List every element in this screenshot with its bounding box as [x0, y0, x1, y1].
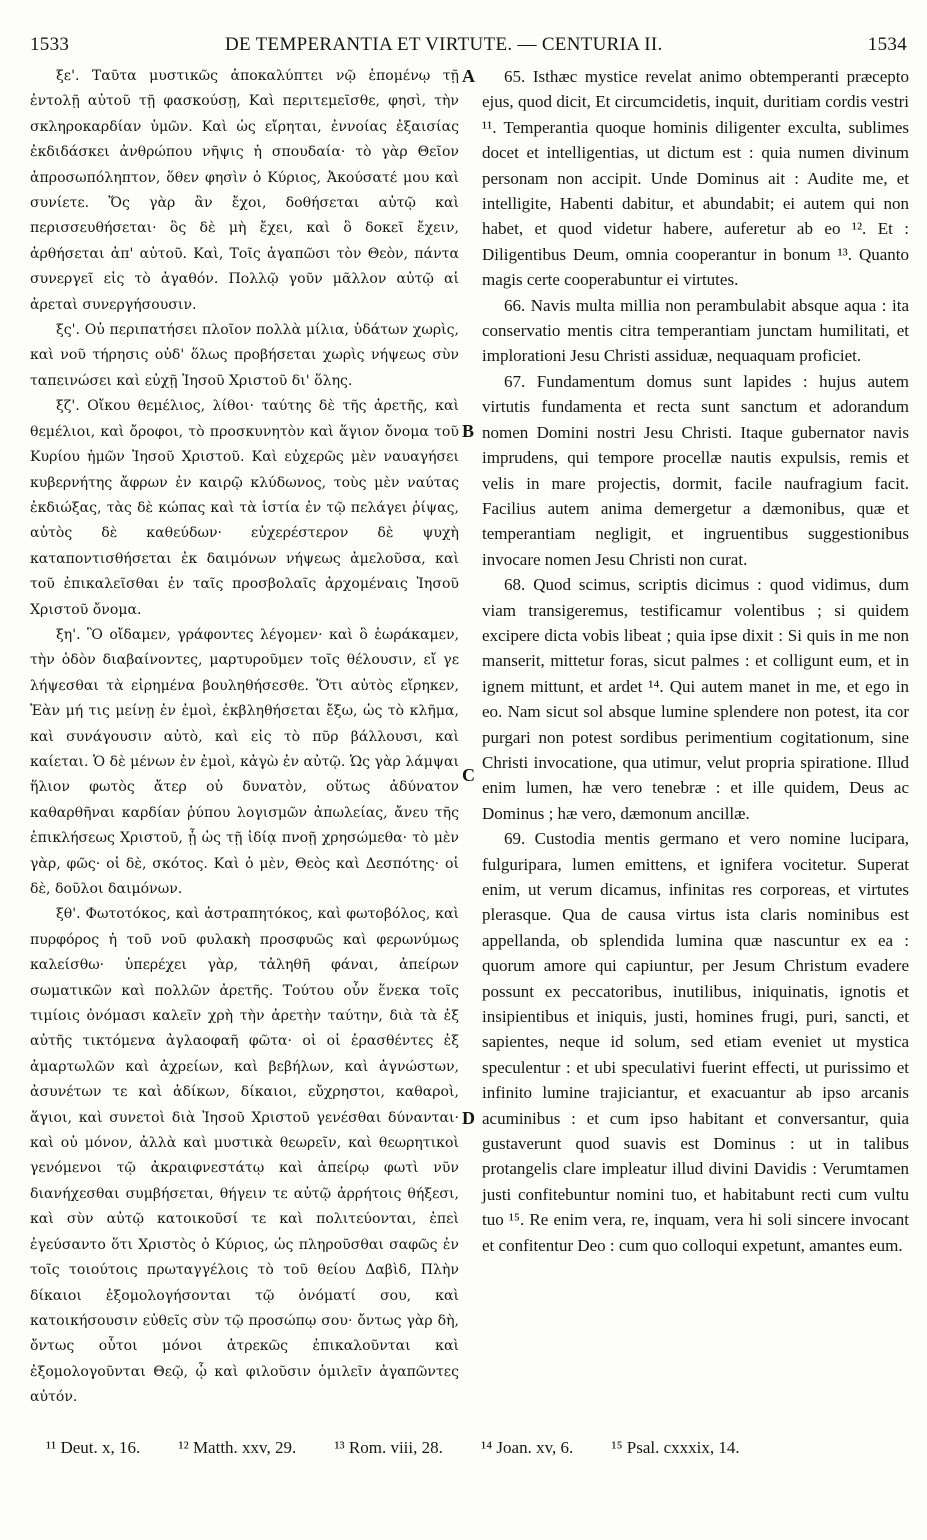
greek-paragraph-67: ξζ'. Οἴκου θεμέλιος, λίθοι· ταύτης δὲ τῆς ἀρετῆς, καὶ θεμέλιοι, καὶ ὄροφοι, τὸ προσκυνητὸν καὶ ἅγιον ὄνομα τοῦ Κυρίου ἡμῶν Ἰησοῦ Χριστοῦ. Καὶ εὐχερῶς μὲν ναυαγήσει κυβερνήτης ἄφρων ἐν καιρῷ κλύδωνος, τοὺς μὲν ναύτας ἐκδιώξας, τὰς δὲ κώπας καὶ τὰ ἱστία ἐν τῷ πελάγει ῥίψας, αὐτὸς δὲ καθεύδων· εὐχερέστερον δὲ ψυχὴ καταποντισθήσεται ἐκ δαιμόνων νήψεως ἀμελοῦσα, καὶ τοῦ ἐπικαλεῖσθαι ἐν ταῖς προσβολαῖς ἀρχομέναις Ἰησοῦ Χριστοῦ ὄνομα. [30, 398, 459, 618]
greek-column [30, 64, 459, 1449]
latin-paragraph-67: 67. Fundamentum domus sunt lapides : hujus autem virtutis fundamenta et recta sunt sanctum et adorandum nomen Domini nostri Jesu Christi. Itaque gubernator navis imprudens, qui tempore procellæ nautis expulsis, remis et velis in mare projectis, dormit, facile naufragium facit. Facilius autem anima demergetur a dæmonibus, quæ et temperantiam negligit, et ingruentibus suggestionibus invocare nomen Jesu Christi non curat. [482, 371, 909, 569]
greek-paragraph-65: ξε'. Ταῦτα μυστικῶς ἀποκαλύπτει νῷ ἑπομένῳ τῇ ἐντολῇ αὐτοῦ τῇ φασκούσῃ, Καὶ περιτεμεῖσθε, φησὶ, τὴν σκληροκαρδίαν ὑμῶν. Καὶ ὡς εἴρηται, ἐννοίας ἐξαισίας ἐκδιδάσκει ἀνθρώπου νῆψις ἡ σπουδαία· τὸ γὰρ Θεῖον ἀπροσωπόληπτον, ὅθεν φησὶν ὁ Κύριος, Ἀκούσατέ μου καὶ συνίετε. Ὅς γὰρ ἂν ἔχοι, δοθήσεται αὐτῷ καὶ περισσευθήσεται· ὃς δὲ μὴ ἔχει, καὶ ὃ δοκεῖ ἔχειν, ἀρθήσεται ἀπ' αὐτοῦ. Καὶ, Τοῖς ἀγαπῶσι τὸν Θεὸν, πάντα συνεργεῖ εἰς τὸ ἀγαθόν. Πολλῷ γοῦν μᾶλλον αὐτῷ αἱ ἀρεταὶ συνεργήσουσιν. [30, 68, 459, 313]
greek-paragraph-68: ξη'. Ὃ οἴδαμεν, γράφοντες λέγομεν· καὶ ὃ ἑωράκαμεν, τὴν ὁδὸν διαβαίνοντες, μαρτυροῦμεν τοῖς θέλουσιν, εἴ γε λήψεσθαι τὰ εἰρημένα βουληθήσεσθε. Ὅτι αὐτὸς εἴρηκεν, Ἐὰν μή τις μείνῃ ἐν ἐμοὶ, ἐκβληθήσεται ἔξω, ὡς τὸ κλῆμα, καὶ συνάγουσιν αὐτὸ, καὶ εἰς τὸ πῦρ βάλλουσι, καὶ καίεται. Ὁ δὲ μένων ἐν ἐμοὶ, κἀγὼ ἐν αὐτῷ. Ὡς γὰρ λάμψαι ἥλιον φωτὸς ἄτερ οὐ δυνατὸν, οὕτως ἀδύνατον καθαρθῆναι καρδίαν ῥύπου λογισμῶν ἀπωλείας, ἄνευ τῆς ἐπικλήσεως Χριστοῦ, ᾗ ὡς τῇ ἰδίᾳ πνοῇ χρησώμεθα· τὸ μὲν γὰρ, φῶς· οἱ δὲ, σκότος. Καὶ ὁ μὲν, Θεὸς καὶ Δεσπότης· οἱ δὲ, δοῦλοι δαιμόνων. [30, 626, 459, 897]
left-page-number: 1533 [30, 34, 70, 55]
section-marker-d: D [462, 1108, 475, 1128]
running-header [30, 34, 907, 62]
footnote-15: ¹⁵ Psal. cxxxix, 14. [611, 1438, 740, 1457]
footnote-12: ¹² Matth. xxv, 29. [178, 1438, 297, 1457]
greek-paragraph-69: ξθ'. Φωτοτόκος, καὶ ἀστραπητόκος, καὶ φωτοβόλος, καὶ πυρφόρος ἡ τοῦ νοῦ φυλακὴ προσφυῶς καὶ φερωνύμως καλείσθω· ὑπερέχει γὰρ, τἀληθῆ φάναι, ἀπείρων σωματικῶν καὶ πολλῶν ἀρετῆς. Τούτου οὖν ἕνεκα τοῖς τιμίοις ὀνόμασι καλεῖν χρὴ τὴν ἀρετὴν ταύτην, διὰ τὰ ἐξ αὐτῆς τικτόμενα ἀγλαοφαῆ φῶτα· οἱ οἱ ἐρασθέντες ἐξ ἁμαρτωλῶν καὶ ἀχρείων, καὶ βεβήλων, καὶ ἀγνώστων, ἀσυνέτων τε καὶ ἀδίκων, δίκαιοι, εὔχρηστοι, καθαροὶ, ἅγιοι, καὶ συνετοὶ διὰ Ἰησοῦ Χριστοῦ γενέσθαι δύνανται· καὶ οὐ μόνον, ἀλλὰ καὶ μυστικὰ θεωρεῖν, καὶ θεωρητικοὶ γενόμενοι τῷ ἀκραιφνεστάτῳ καὶ ἀπείρῳ φωτὶ νῦν διανήχεσθαι συμβήσεται, θήγειν τε αὐτῷ ἀρρήτοις θήξεσι, καὶ σὺν αὐτῷ κατοικοῦσί τε καὶ πολιτεύονται, ἐπεὶ ἐγεύσαντο ὅτι Χριστὸς ὁ Κύριος, ὡς πληροῦσθαι σαφῶς ἐν τοῖς τοιούτοις πρωταγγέλοις τὸ τοῦ θείου Δαβὶδ, Πλὴν δίκαιοι ἐξομολογήσονται τῷ ὀνόματί σου, καὶ κατοικήσουσιν εὐθεῖς σὺν τῷ προσώπῳ σου· ὄντως γὰρ δὴ, ὄντως οὗτοι μόνοι ἀτρεκῶς ἐπικαλοῦνται καὶ ἐξομολογοῦνται Θεῷ, ᾧ καὶ φιλοῦσιν ὁμιλεῖν ἀγαπῶντες αὐτόν. [30, 906, 459, 1406]
latin-paragraph-69: 69. Custodia mentis germano et vero nomine lucipara, fulguripara, lumen emittens, et ignifera vocitetur. Superat enim, ut verum dicamus, infinitas res corporeas, et virtutes plerasque. Qua de causa virtus ista claris nominibus est appellanda, ob splendida lumina quæ nascuntur ex ea : quorum amore qui capiuntur, per Jesum Christum evadere possunt ex peccatoribus, inutilibus, iniquinatis, ignotis et insipientibus et iniquis, justi, homines frugi, puri, sancti, et sapientes, neque id solum, sed etiam eveniet ut mystica speculentur : et ubi speculativi fuerint effecti, ut purissimo et infinito lumine trajiciantur, et exacuantur ab ipso arcanis acuminibus : et cum ipso habitant et conversantur, quia gustaverunt quod suavis est Dominus : ut in talibus protangelis clare impleatur illud divini Davidis : Verumtamen justi confitebuntur nomini tuo, et habitabunt recti cum vultu tuo ¹⁵. Re enim vera, re, inquam, vera hi soli sincere invocant et confitentur Deo : cum quo colloqui expetunt, amantes eum. [482, 829, 909, 1255]
running-title: DE TEMPERANTIA ET VIRTUTE. — CENTURIA II. [225, 34, 663, 55]
footnotes [46, 1438, 887, 1468]
section-marker-b: B [462, 421, 475, 441]
footnote-11: ¹¹ Deut. x, 16. [46, 1438, 141, 1457]
footnote-13: ¹³ Rom. viii, 28. [334, 1438, 443, 1457]
right-page-number: 1534 [867, 34, 907, 55]
section-marker-c: C [462, 765, 475, 785]
latin-paragraph-68: 68. Quod scimus, scriptis dicimus : quod vidimus, dum viam transigeremus, testificamur volentibus ; si quidem excipere dicta vobis libeat ; quia ipse dixit : Si quis in me non manserit, mittetur foras, sicut palmes : et colligunt eum, et in ignem mittunt, et ardet ¹⁴. Qui autem manet in me, et ego in eo. Nam sicut sol absque lumine splendere non potest, ita cor purgari non potest sordibus perimentium cogitationum, sine Christi invocatione, qua utimur, velut propria spiratione. Illud enim lumen, hæ vero tenebræ : et ille quidem, Deus ac Dominus ; hæ vero, dæmonum ancillæ. [482, 575, 909, 823]
section-marker-a: A [462, 66, 475, 86]
latin-column [482, 64, 909, 1449]
footnote-14: ¹⁴ Joan. xv, 6. [481, 1438, 574, 1457]
latin-paragraph-65: 65. Isthæc mystice revelat animo obtemperanti præcepto ejus, quod dicit, Et circumcidetis, inquit, duritiam cordis vestri ¹¹. Temperantia quoque hominis diligenter exculta, sublimes docet et intelligentias, ut dictum est : quia numen divinum personam non accipit. Unde Dominus ait : Audite me, et intelligite, Habenti dabitur, et abundabit; ei autem qui non habet, et quod videtur habere, auferetur ab eo ¹². Et : Diligentibus Deum, omnia cooperantur in bonum ¹³. Quanto magis certe cooperabuntur ei virtutes. [482, 67, 909, 290]
latin-paragraph-66: 66. Navis multa millia non perambulabit absque aqua : ita conservatio mentis citra temperantiam junctam humilitati, et implorationi Jesu Christi assiduæ, nequaquam proficiet. [482, 295, 909, 366]
greek-paragraph-66: ξς'. Οὐ περιπατήσει πλοῖον πολλὰ μίλια, ὑδάτων χωρὶς, καὶ νοῦ τήρησις οὐδ' ὅλως προβήσεται χωρὶς νήψεως σὺν ταπεινώσει καὶ εὐχῇ Ἰησοῦ Χριστοῦ δι' ὅλης. [30, 322, 459, 389]
